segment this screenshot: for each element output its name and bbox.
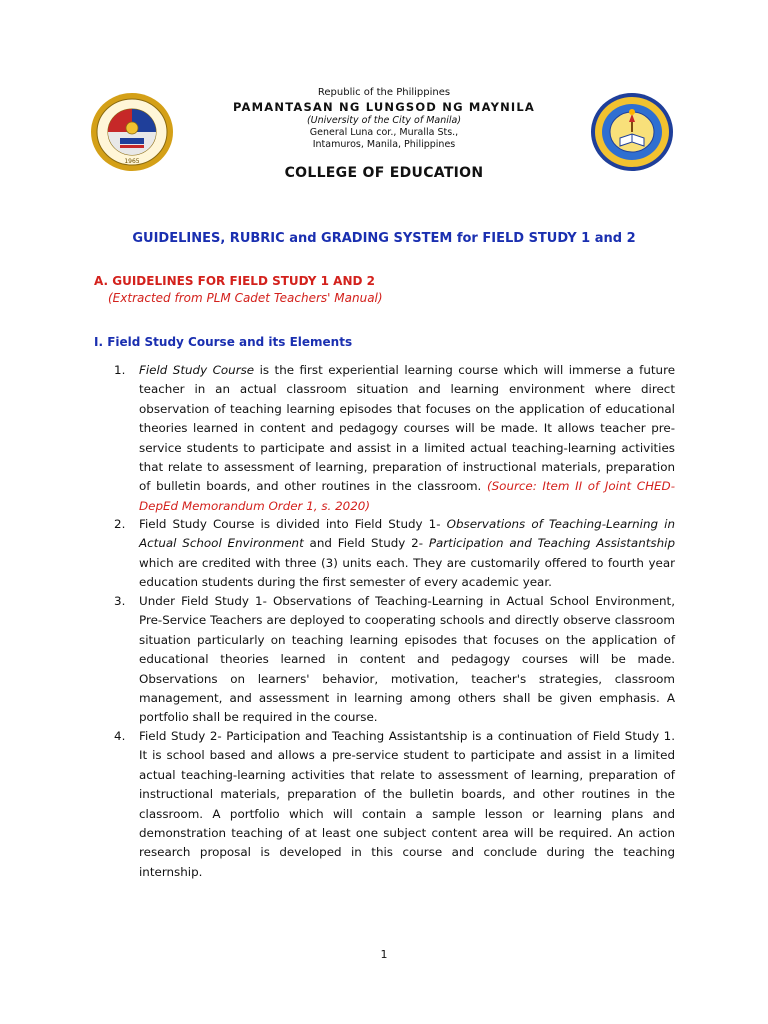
address-line-2: Intamuros, Manila, Philippines bbox=[312, 139, 456, 150]
list-item-emphasis: Participation and Teaching Assistantship bbox=[428, 536, 675, 551]
republic-text: Republic of the Philippines bbox=[317, 87, 451, 98]
list-item-body: which are credited with three (3) units each. They are customarily offered to fourth year education students during the first semester of every academic year. bbox=[139, 555, 675, 590]
seal-year: 1965 bbox=[124, 158, 140, 165]
college-name: COLLEGE OF EDUCATION bbox=[284, 165, 484, 181]
section-a-heading: A. GUIDELINES FOR FIELD STUDY 1 AND 2 bbox=[94, 274, 375, 288]
address-line-1: General Luna cor., Muralla Sts., bbox=[309, 127, 459, 138]
list-item-text: Under Field Study 1- Observations of Teaching-Learning in Actual School Environment, Pre-Service Teachers are deployed to cooperating schools and directly observe classroom situation particularly on teaching learning episodes that focuses on the application of educational theories learned in content and pedagogy courses will be made. Observations on learners' behavior, motivation, teacher's strategies, classroom management, and assessment in learning among others shall be given emphasis. A portfolio shall be required in the course. bbox=[139, 594, 675, 725]
list-item bbox=[114, 515, 675, 593]
university-english-name: (University of the City of Manila) bbox=[306, 115, 462, 126]
university-name: PAMANTASAN NG LUNGSOD NG MAYNILA bbox=[232, 100, 536, 114]
source-citation: (Source: Item II of Joint CHED-DepEd Memorandum Order 1, s. 2020) bbox=[139, 479, 675, 513]
list-item-text bbox=[139, 361, 675, 516]
list-item-emphasis: Observations of Teaching-Learning in Actual School Environment bbox=[139, 517, 675, 551]
list-item bbox=[114, 361, 675, 516]
list-item-number: 2. bbox=[114, 517, 126, 531]
list-item-body: Field Study Course is divided into Field Study 1- bbox=[139, 517, 447, 531]
list-item-body: and Field Study 2- bbox=[303, 536, 429, 551]
list-item-number: 3. bbox=[114, 594, 126, 608]
list-item bbox=[114, 727, 675, 882]
page-number: 1 bbox=[380, 948, 388, 961]
list-item-body: is the first experiential learning course which will immerse a future teacher in an actual classroom situation and learning environment where direct observation of teaching learning episodes that focuses on the application of educational theories learned in content and pedagogy courses will be made. It allows teacher pre-service students to participate and assist in a limited actual teaching-learning activities that relate to assessment of learning, preparation of instructional materials, preparation of bulletin boards, and other routines in the classroom. bbox=[139, 363, 676, 494]
list-item-emphasis: Field Study Course bbox=[139, 363, 255, 377]
list-item-text bbox=[139, 515, 675, 593]
list-item-text: Field Study 2- Participation and Teaching Assistantship is a continuation of Field Study 1. It is school based and allows a pre-service student to participate and assist in a limited actual teaching-learning activities that relate to assessment of learning, preparation of instructional materials, preparation of the bulletin boards, and other routines in the classroom. A portfolio which will contain a sample lesson or learning plans and demonstration teaching of at least one subject content area will be required. An action research proposal is developed in this course and conclude during the teaching internship. bbox=[139, 729, 675, 879]
list-item-number: 4. bbox=[114, 729, 126, 743]
list-item bbox=[114, 592, 675, 728]
section-i-heading: I. Field Study Course and its Elements bbox=[94, 335, 353, 349]
list-item-number: 1. bbox=[114, 363, 126, 377]
document-title: GUIDELINES, RUBRIC and GRADING SYSTEM for FIELD STUDY 1 and 2 bbox=[132, 231, 636, 246]
section-a-subheading: (Extracted from PLM Cadet Teachers' Manual) bbox=[108, 291, 383, 305]
